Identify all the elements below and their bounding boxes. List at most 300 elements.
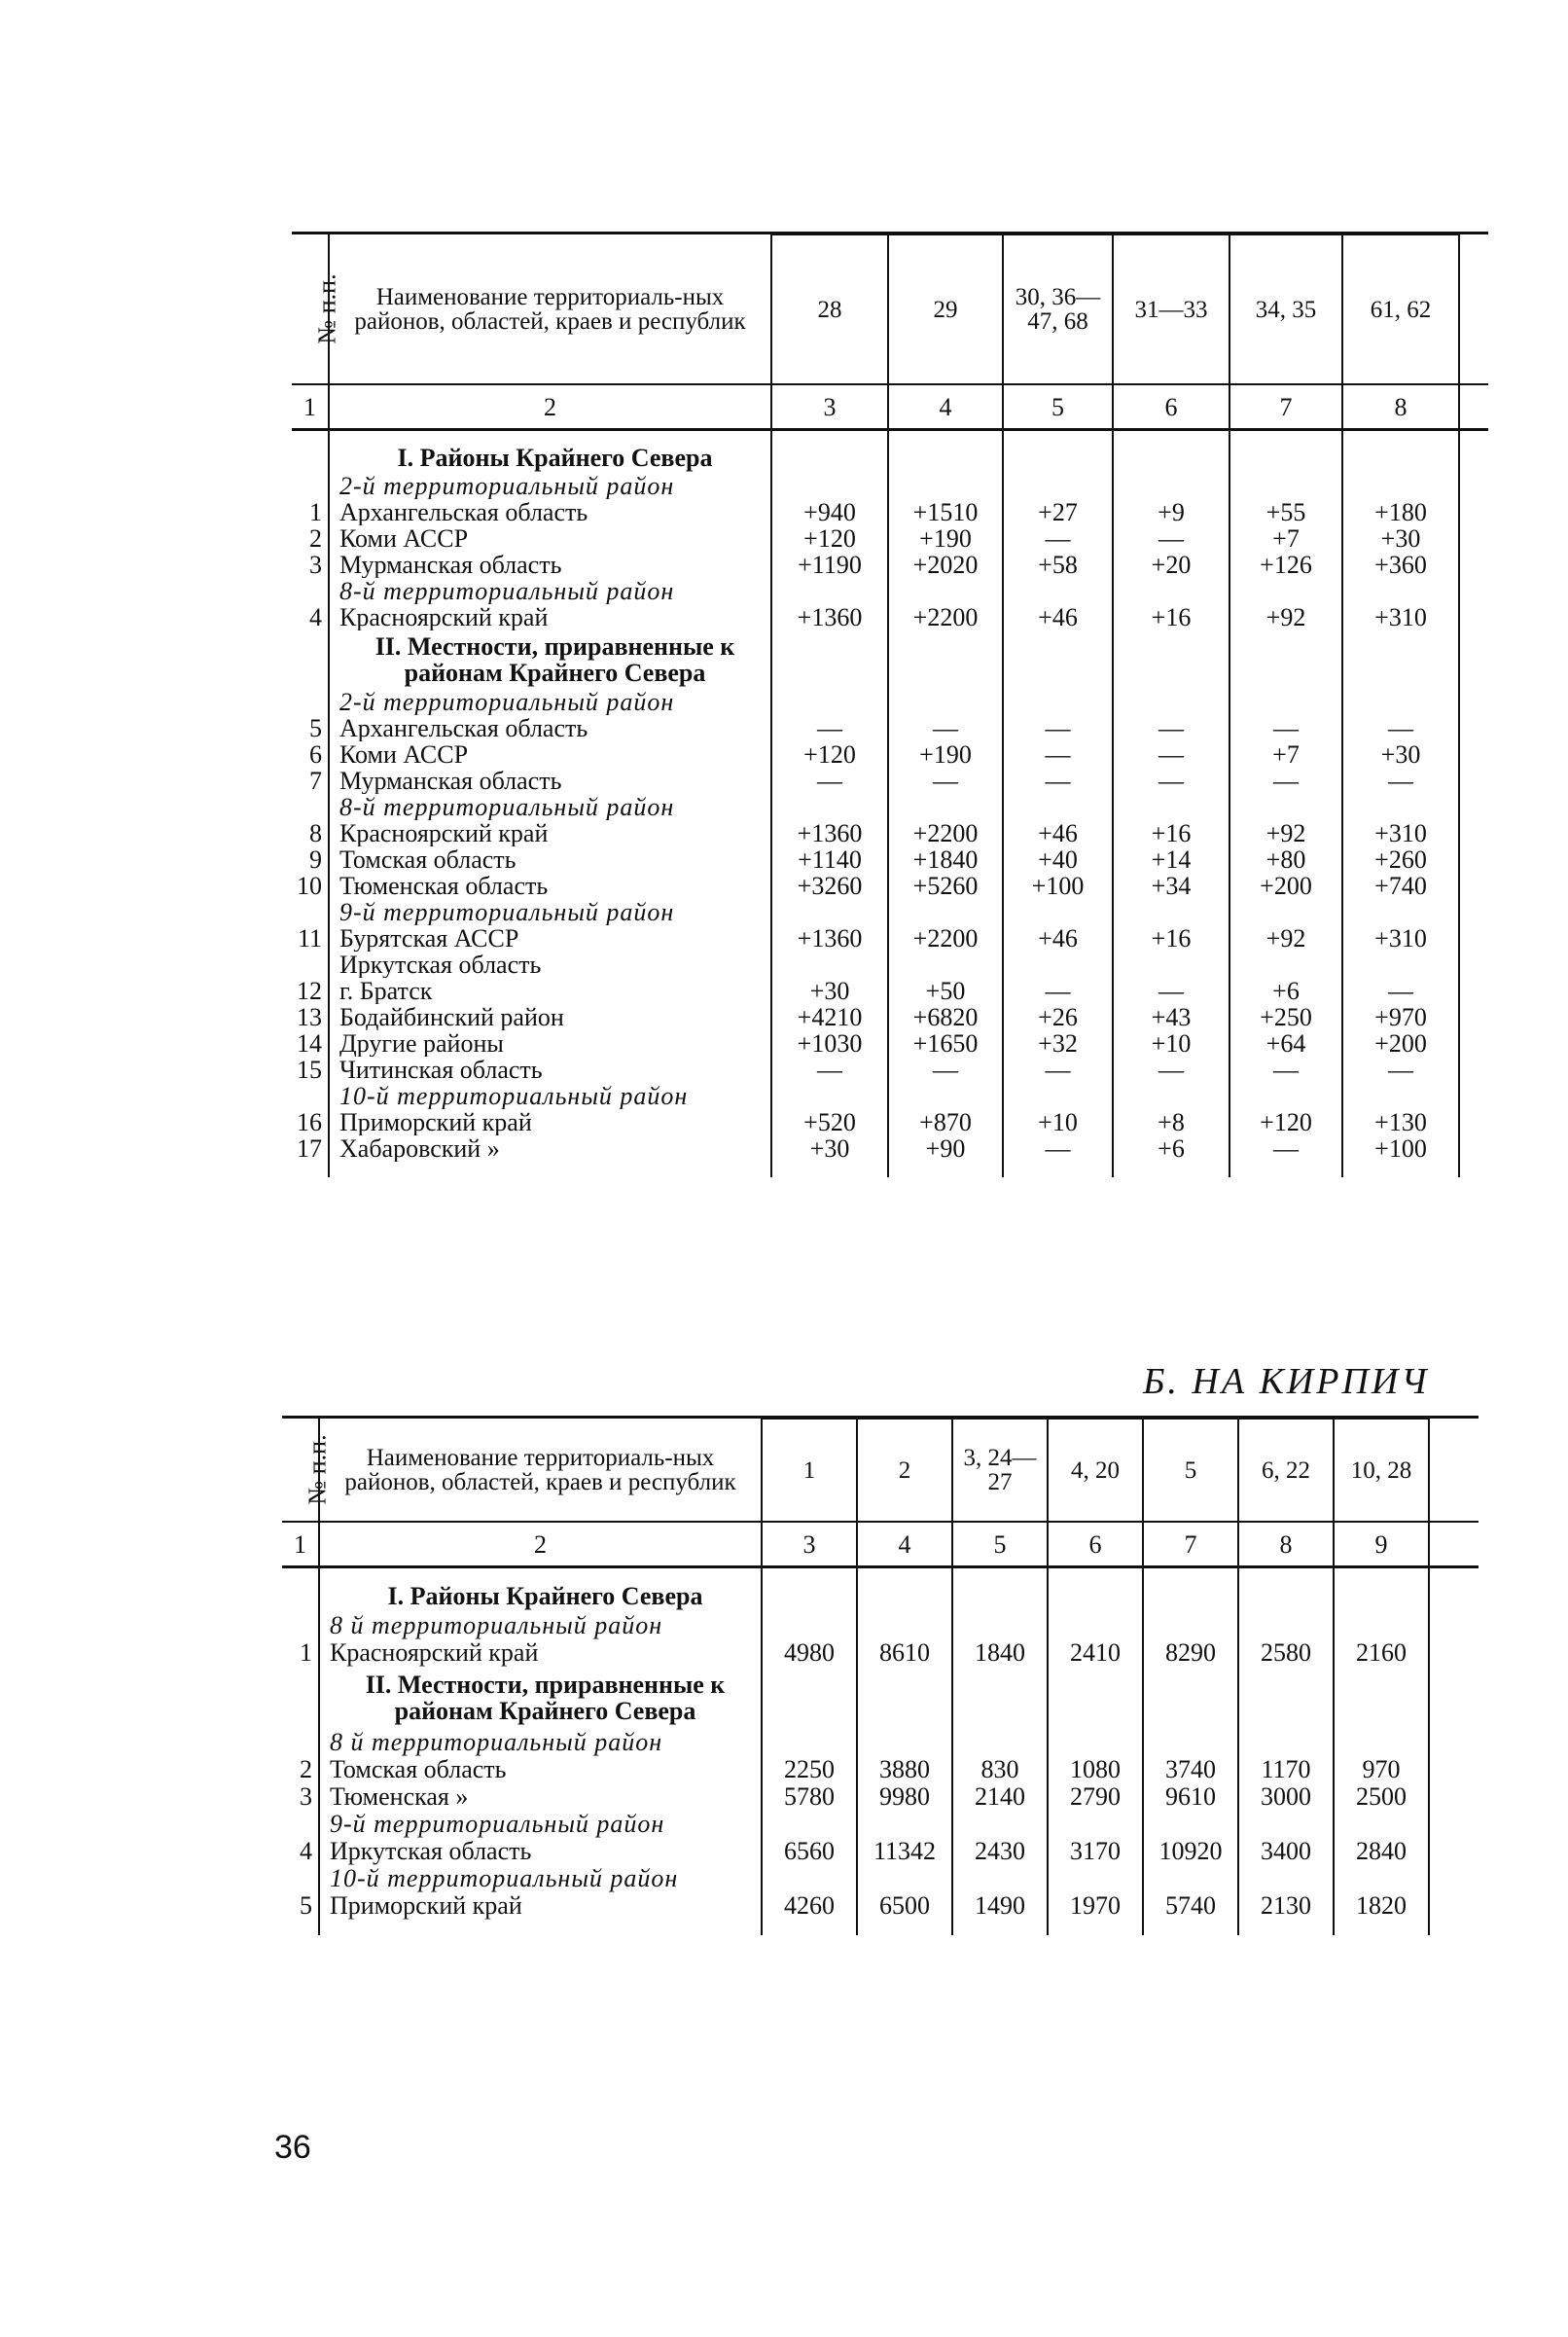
region-name: Бодайбинский район <box>329 1004 771 1030</box>
index-cell: 7 <box>1229 384 1342 430</box>
value-cell: +30 <box>1342 741 1459 768</box>
value-cell: +190 <box>888 525 1003 552</box>
value-cell <box>1342 444 1459 473</box>
value-cell: +40 <box>1003 846 1113 873</box>
value-cell <box>771 689 888 715</box>
value-cell <box>762 1729 857 1756</box>
spacer-cell <box>762 1567 857 1581</box>
value-cell: — <box>771 715 888 741</box>
value-cell <box>888 794 1003 820</box>
table-row <box>292 794 1488 820</box>
value-cell <box>1229 899 1342 925</box>
value-cell: — <box>1342 768 1459 794</box>
value-cell: +200 <box>1229 873 1342 899</box>
row-spacer <box>1459 473 1488 499</box>
value-cell: +6 <box>1113 1135 1229 1162</box>
row-number: 11 <box>297 923 322 953</box>
index-cell: 6 <box>1113 384 1229 430</box>
table-row <box>292 1083 1488 1109</box>
index-cell: 3 <box>771 384 888 430</box>
region-name: Коми АССР <box>329 741 771 768</box>
value-cell <box>857 1667 952 1729</box>
table-row <box>292 444 1488 473</box>
value-cell <box>888 1083 1003 1109</box>
value-cell <box>1334 1729 1429 1756</box>
col-header: 1 <box>762 1419 857 1522</box>
value-cell: 8290 <box>1143 1639 1238 1667</box>
region-name: г. Братск <box>329 978 771 1004</box>
value-cell: +92 <box>1229 925 1342 952</box>
value-cell: — <box>1229 1057 1342 1083</box>
value-cell: +6 <box>1229 978 1342 1004</box>
index-cell: 4 <box>857 1522 952 1567</box>
col-name-header: Наименование территориаль-ных районов, областей, краев и республик <box>319 1419 762 1522</box>
spacer-cell <box>1334 1567 1429 1581</box>
table-row <box>282 1639 1479 1667</box>
value-cell <box>771 952 888 978</box>
value-cell: 2430 <box>952 1838 1048 1865</box>
row-number <box>292 578 329 604</box>
table-row <box>292 952 1488 978</box>
value-cell: +16 <box>1113 604 1229 630</box>
spacer-cell <box>771 1162 888 1177</box>
value-cell: — <box>771 1057 888 1083</box>
spacer-cell <box>857 1567 952 1581</box>
row-spacer <box>1459 444 1488 473</box>
spacer-cell <box>1342 430 1459 444</box>
value-cell <box>1342 899 1459 925</box>
row-spacer <box>1459 899 1488 925</box>
row-number: 9 <box>309 845 322 874</box>
row-number: 1 <box>300 1638 312 1667</box>
row-number <box>292 952 329 978</box>
spacer-cell <box>1229 1162 1342 1177</box>
region-name: Томская область <box>329 846 771 873</box>
table-row <box>292 978 1488 1004</box>
table-row <box>282 1865 1479 1892</box>
row-spacer <box>1459 741 1488 768</box>
row-number: 8 <box>309 818 322 847</box>
region-name: Читинская область <box>329 1057 771 1083</box>
spacer-cell <box>762 1920 857 1935</box>
value-cell: 3880 <box>857 1756 952 1783</box>
value-cell: +126 <box>1229 552 1342 578</box>
value-cell <box>1113 444 1229 473</box>
value-cell: +5260 <box>888 873 1003 899</box>
table-row <box>292 899 1488 925</box>
spacer-cell <box>1229 430 1342 444</box>
value-cell: +310 <box>1342 925 1459 952</box>
value-cell: 2130 <box>1238 1892 1334 1920</box>
subsection-title: 9-й территориальный район <box>329 899 771 925</box>
row-number <box>282 1811 319 1838</box>
value-cell: +130 <box>1342 1109 1459 1135</box>
col-header: 2 <box>857 1419 952 1522</box>
value-cell: +8 <box>1113 1109 1229 1135</box>
value-cell <box>1229 689 1342 715</box>
value-cell <box>1229 952 1342 978</box>
value-cell: +260 <box>1342 846 1459 873</box>
table-row <box>282 1756 1479 1783</box>
col-header: 10, 28 <box>1334 1419 1429 1522</box>
subsection-title: 8-й территориальный район <box>329 578 771 604</box>
row-number: 16 <box>297 1107 322 1136</box>
value-cell <box>1229 444 1342 473</box>
value-cell: +80 <box>1229 846 1342 873</box>
spacer-cell <box>888 1162 1003 1177</box>
value-cell: +4210 <box>771 1004 888 1030</box>
value-cell: +55 <box>1229 499 1342 525</box>
value-cell: +90 <box>888 1135 1003 1162</box>
region-name: Мурманская область <box>329 768 771 794</box>
col-header: 4, 20 <box>1048 1419 1143 1522</box>
value-cell <box>1113 578 1229 604</box>
row-spacer <box>1459 604 1488 630</box>
value-cell <box>1003 1083 1113 1109</box>
value-cell <box>1334 1581 1429 1612</box>
value-cell: 3170 <box>1048 1838 1143 1865</box>
table-row <box>292 820 1488 846</box>
col-header-spacer <box>1429 1419 1479 1522</box>
value-cell <box>1238 1612 1334 1639</box>
region-name: Тюменская область <box>329 873 771 899</box>
spacer-cell <box>771 430 888 444</box>
region-name: Красноярский край <box>329 820 771 846</box>
col-header: 34, 35 <box>1229 234 1342 384</box>
index-cell: 8 <box>1342 384 1459 430</box>
spacer-cell <box>857 1920 952 1935</box>
value-cell: +16 <box>1113 925 1229 952</box>
value-cell <box>1342 473 1459 499</box>
index-row <box>282 1522 1479 1567</box>
row-number <box>292 794 329 820</box>
value-cell: — <box>1003 741 1113 768</box>
row-spacer <box>1429 1581 1479 1612</box>
row-number: 4 <box>300 1837 312 1865</box>
value-cell <box>1003 952 1113 978</box>
table-row <box>292 499 1488 525</box>
value-cell <box>1048 1811 1143 1838</box>
value-cell <box>1342 689 1459 715</box>
spacer-cell <box>952 1567 1048 1581</box>
value-cell: 2160 <box>1334 1639 1429 1667</box>
value-cell <box>762 1865 857 1892</box>
region-name: Хабаровский » <box>329 1135 771 1162</box>
value-cell: 4260 <box>762 1892 857 1920</box>
value-cell: +92 <box>1229 820 1342 846</box>
value-cell: +16 <box>1113 820 1229 846</box>
row-number: 12 <box>297 976 322 1005</box>
value-cell <box>1229 578 1342 604</box>
value-cell: — <box>771 768 888 794</box>
value-cell <box>888 899 1003 925</box>
value-cell: +200 <box>1342 1030 1459 1057</box>
row-number <box>282 1581 319 1612</box>
row-number <box>282 1865 319 1892</box>
value-cell <box>1143 1612 1238 1639</box>
value-cell: 2580 <box>1238 1639 1334 1667</box>
header-row <box>282 1419 1479 1522</box>
value-cell <box>1334 1865 1429 1892</box>
row-number: 14 <box>297 1028 322 1058</box>
row-number: 1 <box>309 497 322 526</box>
spacer-cell <box>888 430 1003 444</box>
row-spacer <box>1429 1667 1479 1729</box>
subsection-title: 8 й территориальный район <box>319 1612 762 1639</box>
row-number <box>292 444 329 473</box>
value-cell <box>952 1667 1048 1729</box>
value-cell: +2020 <box>888 552 1003 578</box>
value-cell <box>1113 899 1229 925</box>
value-cell: +7 <box>1229 741 1342 768</box>
row-spacer <box>1459 1030 1488 1057</box>
value-cell: 4980 <box>762 1639 857 1667</box>
value-cell <box>1334 1612 1429 1639</box>
table-row <box>292 715 1488 741</box>
value-cell: +46 <box>1003 820 1113 846</box>
value-cell <box>1342 794 1459 820</box>
subsection-title: 8 й территориальный район <box>319 1729 762 1756</box>
header-row <box>292 234 1488 384</box>
row-spacer <box>1429 1756 1479 1783</box>
spacer-cell <box>282 1567 319 1581</box>
value-cell: +250 <box>1229 1004 1342 1030</box>
value-cell: 1170 <box>1238 1756 1334 1783</box>
index-cell: 4 <box>888 384 1003 430</box>
col-header: 30, 36—47, 68 <box>1003 234 1113 384</box>
subsection-title: 2-й территориальный район <box>329 473 771 499</box>
row-spacer <box>1459 525 1488 552</box>
row-spacer <box>1459 768 1488 794</box>
value-cell: +100 <box>1342 1135 1459 1162</box>
value-cell: — <box>1229 1135 1342 1162</box>
value-cell: +1360 <box>771 604 888 630</box>
value-cell: +2200 <box>888 604 1003 630</box>
value-cell: +3260 <box>771 873 888 899</box>
value-cell: 8610 <box>857 1639 952 1667</box>
value-cell <box>1229 473 1342 499</box>
region-name: Иркутская область <box>329 952 771 978</box>
row-spacer <box>1459 499 1488 525</box>
value-cell: — <box>1342 978 1459 1004</box>
value-cell <box>762 1667 857 1729</box>
row-spacer <box>1429 1639 1479 1667</box>
table-row <box>282 1581 1479 1612</box>
value-cell: +1510 <box>888 499 1003 525</box>
value-cell: — <box>1229 768 1342 794</box>
value-cell: +7 <box>1229 525 1342 552</box>
index-cell: 5 <box>952 1522 1048 1567</box>
value-cell <box>1143 1811 1238 1838</box>
col-header-spacer <box>1459 234 1488 384</box>
row-spacer <box>1459 1057 1488 1083</box>
value-cell <box>888 578 1003 604</box>
table-row <box>292 1004 1488 1030</box>
value-cell <box>857 1581 952 1612</box>
value-cell <box>1003 899 1113 925</box>
value-cell <box>1229 1083 1342 1109</box>
value-cell: +1360 <box>771 820 888 846</box>
value-cell: +30 <box>1342 525 1459 552</box>
value-cell: — <box>1113 978 1229 1004</box>
value-cell: — <box>1003 715 1113 741</box>
value-cell: +1840 <box>888 846 1003 873</box>
value-cell <box>1003 444 1113 473</box>
value-cell: +46 <box>1003 604 1113 630</box>
value-cell <box>1143 1581 1238 1612</box>
value-cell: — <box>888 768 1003 794</box>
value-cell: 1490 <box>952 1892 1048 1920</box>
row-number: 15 <box>297 1055 322 1084</box>
spacer-cell <box>282 1920 319 1935</box>
value-cell: 1840 <box>952 1639 1048 1667</box>
row-number: 5 <box>300 1891 312 1920</box>
region-name: Бурятская АССР <box>329 925 771 952</box>
value-cell <box>1048 1667 1143 1729</box>
value-cell <box>888 630 1003 689</box>
value-cell <box>1238 1865 1334 1892</box>
value-cell <box>771 578 888 604</box>
region-name: Красноярский край <box>319 1639 762 1667</box>
subsection-title: 10-й территориальный район <box>329 1083 771 1109</box>
value-cell <box>857 1612 952 1639</box>
table-row <box>282 1892 1479 1920</box>
row-number <box>282 1667 319 1729</box>
page-number: 36 <box>274 2129 311 2166</box>
value-cell: +740 <box>1342 873 1459 899</box>
value-cell: 5780 <box>762 1783 857 1811</box>
value-cell: +1360 <box>771 925 888 952</box>
value-cell <box>857 1811 952 1838</box>
row-spacer <box>1429 1783 1479 1811</box>
value-cell: 10920 <box>1143 1838 1238 1865</box>
spacer-cell <box>1143 1920 1238 1935</box>
value-cell: +180 <box>1342 499 1459 525</box>
value-cell <box>1048 1581 1143 1612</box>
row-number: 7 <box>309 766 322 795</box>
region-name: Тюменская » <box>319 1783 762 1811</box>
region-name: Мурманская область <box>329 552 771 578</box>
value-cell <box>952 1811 1048 1838</box>
row-spacer <box>1459 873 1488 899</box>
value-cell: +310 <box>1342 820 1459 846</box>
value-cell <box>1003 578 1113 604</box>
spacer-cell <box>1048 1920 1143 1935</box>
table-row <box>282 1667 1479 1729</box>
value-cell: +1650 <box>888 1030 1003 1057</box>
row-spacer <box>1429 1612 1479 1639</box>
table-row <box>292 741 1488 768</box>
value-cell <box>857 1729 952 1756</box>
index-cell: 1 <box>282 1522 319 1567</box>
value-cell: 1820 <box>1334 1892 1429 1920</box>
value-cell: +970 <box>1342 1004 1459 1030</box>
table-row <box>292 604 1488 630</box>
value-cell: +30 <box>771 1135 888 1162</box>
value-cell: +92 <box>1229 604 1342 630</box>
row-spacer <box>1459 846 1488 873</box>
col-header: 28 <box>771 234 888 384</box>
value-cell: — <box>1003 978 1113 1004</box>
value-cell: 9610 <box>1143 1783 1238 1811</box>
table-row <box>282 1612 1479 1639</box>
value-cell <box>952 1865 1048 1892</box>
spacer-cell <box>1003 430 1113 444</box>
spacer-cell <box>1429 1567 1479 1581</box>
row-number <box>282 1729 319 1756</box>
subsection-title: 8-й территориальный район <box>329 794 771 820</box>
table-b <box>282 1418 1479 1935</box>
value-cell: 3400 <box>1238 1838 1334 1865</box>
section-title: II. Местности, приравненные к районам Крайнего Севера <box>329 630 771 689</box>
table-row <box>282 1811 1479 1838</box>
col-number-header <box>282 1419 332 1522</box>
table-row <box>282 1729 1479 1756</box>
row-number <box>282 1612 319 1639</box>
subsection-title: 2-й территориальный район <box>329 689 771 715</box>
table-row <box>282 1783 1479 1811</box>
value-cell: 830 <box>952 1756 1048 1783</box>
value-cell: +190 <box>888 741 1003 768</box>
value-cell: — <box>1003 768 1113 794</box>
spacer-cell <box>1113 1162 1229 1177</box>
value-cell <box>762 1811 857 1838</box>
value-cell: +32 <box>1003 1030 1113 1057</box>
value-cell: — <box>1113 768 1229 794</box>
row-number: 10 <box>297 871 322 900</box>
spacer-cell <box>319 1567 762 1581</box>
col-name-header: Наименование территориаль-ных районов, областей, краев и республик <box>329 234 771 384</box>
value-cell <box>1229 630 1342 689</box>
value-cell <box>1238 1811 1334 1838</box>
value-cell: +64 <box>1229 1030 1342 1057</box>
spacer-cell <box>319 1920 762 1935</box>
value-cell <box>952 1612 1048 1639</box>
spacer-row <box>282 1920 1479 1935</box>
row-number <box>292 899 329 925</box>
section-title: II. Местности, приравненные к районам Крайнего Севера <box>319 1667 762 1729</box>
value-cell: +34 <box>1113 873 1229 899</box>
spacer-row <box>292 430 1488 444</box>
value-cell <box>1048 1729 1143 1756</box>
index-cell: 3 <box>762 1522 857 1567</box>
table-row <box>292 1030 1488 1057</box>
value-cell: 970 <box>1334 1756 1429 1783</box>
row-spacer <box>1459 630 1488 689</box>
spacer-cell <box>952 1920 1048 1935</box>
col-header: 3, 24—27 <box>952 1419 1048 1522</box>
value-cell <box>888 689 1003 715</box>
row-spacer <box>1459 1135 1488 1162</box>
value-cell: 1080 <box>1048 1756 1143 1783</box>
table-row <box>292 846 1488 873</box>
value-cell: +120 <box>1229 1109 1342 1135</box>
table-row <box>292 552 1488 578</box>
value-cell: +9 <box>1113 499 1229 525</box>
value-cell <box>1113 473 1229 499</box>
spacer-cell <box>1429 1920 1479 1935</box>
col-header: 6, 22 <box>1238 1419 1334 1522</box>
table-row <box>292 473 1488 499</box>
value-cell <box>1342 1083 1459 1109</box>
row-spacer <box>1459 978 1488 1004</box>
value-cell <box>1229 794 1342 820</box>
col-header: 61, 62 <box>1342 234 1459 384</box>
value-cell <box>1342 952 1459 978</box>
row-number: 3 <box>300 1782 312 1811</box>
row-number: 3 <box>309 550 322 579</box>
row-spacer <box>1459 689 1488 715</box>
